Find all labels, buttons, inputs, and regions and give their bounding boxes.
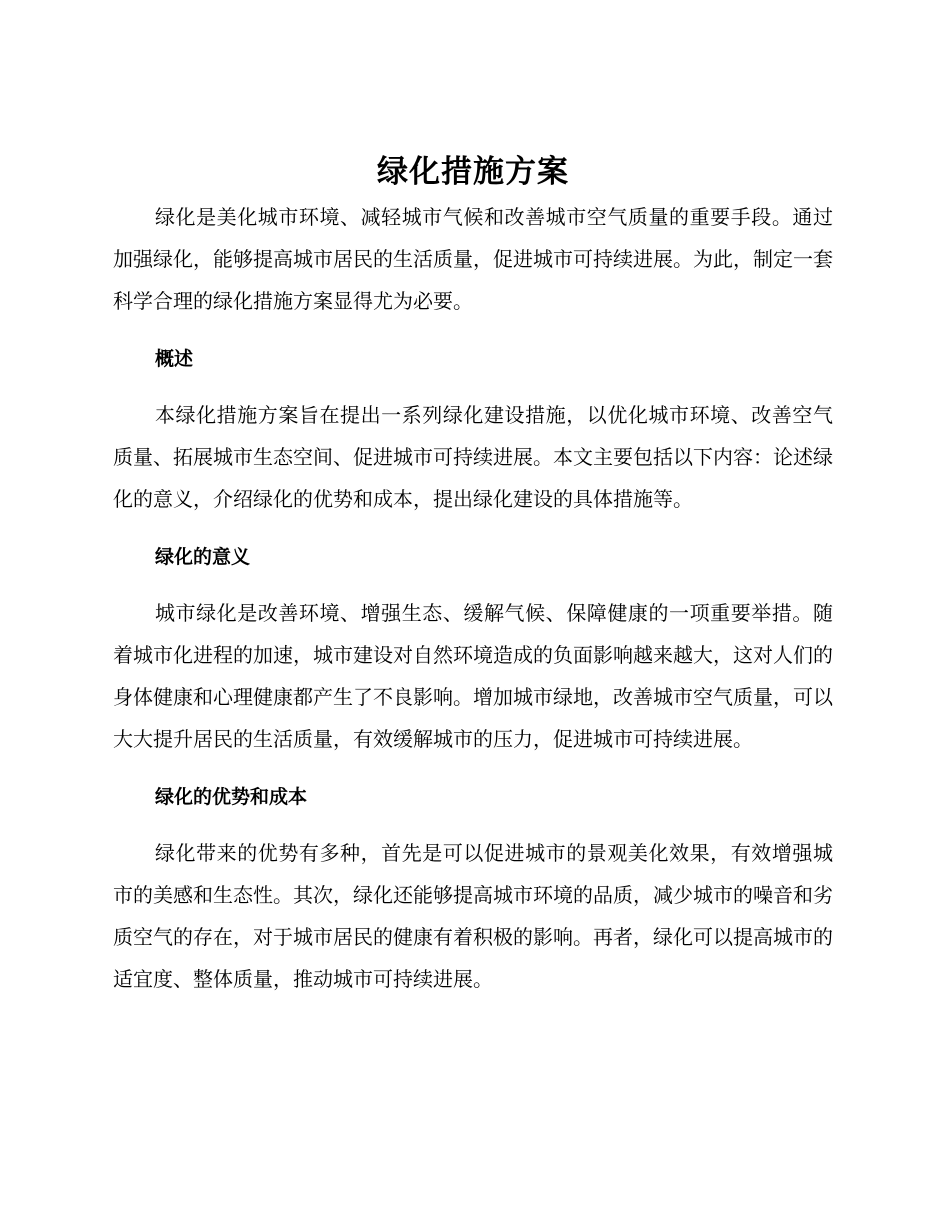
section-body-advantages-costs: 绿化带来的优势有多种，首先是可以促进城市的景观美化效果，有效增强城市的美感和生态性。其次，绿化还能够提高城市环境的品质，减少城市的噪音和劣质空气的存在，对于城市居民的健康有着积极的影响。再者，绿化可以提高城市的适宜度、整体质量，推动城市可持续进展。 (113, 841, 833, 991)
section-body-significance: 城市绿化是改善环境、增强生态、缓解气候、保障健康的一项重要举措。随着城市化进程的加速，城市建设对自然环境造成的负面影响越来越大，这对人们的身体健康和心理健康都产生了不良影响。增加城市绿地，改善城市空气质量，可以大大提升居民的生活质量，有效缓解城市的压力，促进城市可持续进展。 (113, 601, 833, 751)
document-title: 绿化措施方案 (377, 154, 569, 190)
section-heading-significance: 绿化的意义 (155, 546, 251, 568)
document-page (113, 148, 833, 1000)
section-heading-overview: 概述 (155, 348, 194, 370)
section-body-overview: 本绿化措施方案旨在提出一系列绿化建设措施，以优化城市环境、改善空气质量、拓展城市生态空间、促进城市可持续进展。本文主要包括以下内容：论述绿化的意义，介绍绿化的优势和成本，提出绿化建设的具体措施等。 (113, 403, 833, 511)
section-heading-advantages-costs: 绿化的优势和成本 (155, 786, 308, 808)
intro-paragraph: 绿化是美化城市环境、减轻城市气候和改善城市空气质量的重要手段。通过加强绿化，能够提高城市居民的生活质量，促进城市可持续进展。为此，制定一套科学合理的绿化措施方案显得尤为必要。 (113, 205, 833, 313)
